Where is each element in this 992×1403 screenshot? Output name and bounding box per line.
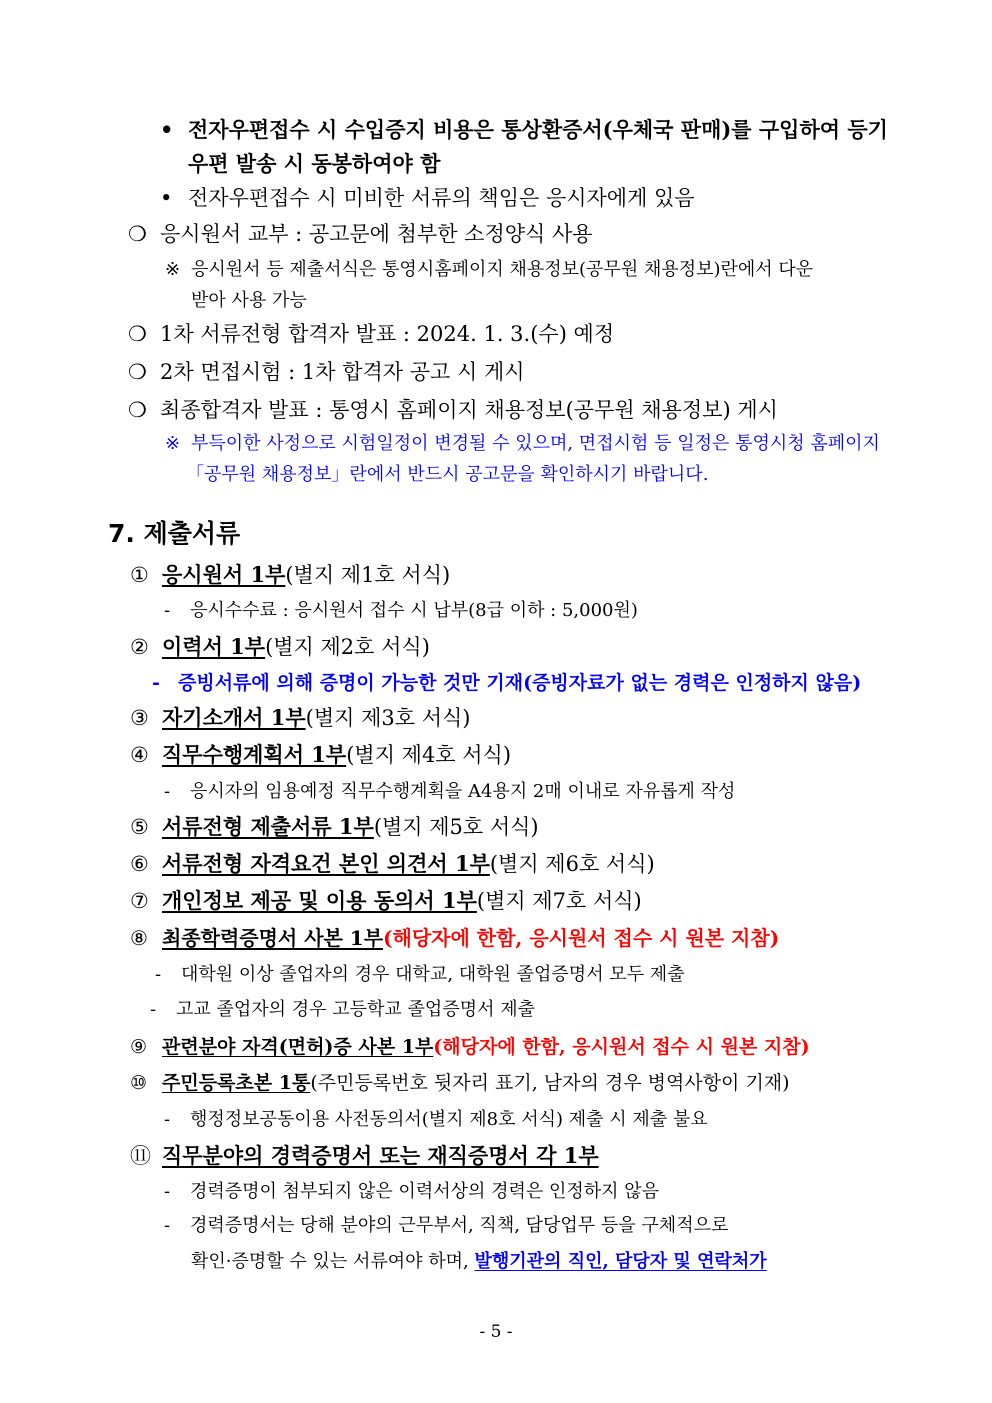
item-title: 직무수행계획서 1부 bbox=[162, 742, 347, 767]
item-note: (별지 제3호 서식) bbox=[305, 706, 471, 730]
item-title: 주민등록초본 1통 bbox=[162, 1072, 311, 1094]
sub-line-cont bbox=[191, 1248, 767, 1276]
dash-icon: - bbox=[152, 672, 160, 694]
doc-item bbox=[130, 887, 642, 915]
bullet-text: 전자우편접수 시 미비한 서류의 책임은 응시자에게 있음 bbox=[188, 186, 695, 210]
item-note: (별지 제2호 서식) bbox=[265, 635, 430, 659]
circle-bullet-icon: ❍ bbox=[128, 360, 147, 384]
item-number: ⑧ bbox=[130, 926, 148, 950]
sub-text: 응시수수료 : 응시원서 접수 시 납부(8급 이하 : 5,000원) bbox=[190, 600, 638, 621]
doc-item bbox=[130, 1033, 810, 1061]
sub-line bbox=[164, 1178, 659, 1206]
sub-line bbox=[164, 778, 735, 806]
bullet-icon: • bbox=[160, 117, 174, 142]
sub-text: 응시자의 임용예정 직무수행계획을 A4용지 2매 이내로 자유롭게 작성 bbox=[190, 781, 736, 802]
sub-text: 경력증명이 첨부되지 않은 이력서상의 경력은 인정하지 않음 bbox=[190, 1181, 660, 1202]
dash-icon: - bbox=[155, 964, 162, 985]
item-number: ⑩ bbox=[130, 1072, 148, 1094]
note-icon: ※ bbox=[165, 259, 181, 280]
bullet-text: 전자우편접수 시 수입증지 비용은 통상환증서(우체국 판매)를 구입하여 등기 bbox=[188, 117, 888, 142]
sub-text: 경력증명서는 당해 분야의 근무부서, 직책, 담당업무 등을 구체적으로 bbox=[190, 1215, 729, 1236]
doc-item bbox=[130, 561, 450, 589]
item-number: ② bbox=[130, 635, 149, 659]
circle-text: 응시원서 교부 : 공고문에 첨부한 소정양식 사용 bbox=[160, 222, 593, 246]
doc-item bbox=[130, 633, 430, 661]
doc-item bbox=[130, 850, 655, 878]
sub-line bbox=[164, 597, 638, 625]
sub-text: 확인·증명할 수 있는 서류여야 하며, bbox=[191, 1251, 475, 1272]
item-note-red: (해당자에 한함, 응시원서 접수 시 원본 지참) bbox=[383, 926, 780, 950]
circle-text: 최종합격자 발표 : 통영시 홈페이지 채용정보(공무원 채용정보) 게시 bbox=[160, 398, 778, 422]
sub-line bbox=[155, 961, 685, 989]
item-number: ⑥ bbox=[130, 852, 149, 876]
item-title: 서류전형 자격요건 본인 의견서 1부 bbox=[162, 851, 490, 876]
item-number: ⑨ bbox=[130, 1036, 148, 1058]
circle-bullet-icon: ❍ bbox=[128, 322, 147, 346]
item-note: (별지 제4호 서식) bbox=[346, 743, 512, 767]
item-number: ⑤ bbox=[130, 815, 149, 839]
sub-line bbox=[152, 669, 861, 697]
circle-bullet-icon: ❍ bbox=[128, 222, 147, 246]
doc-item bbox=[130, 813, 539, 841]
dash-icon: - bbox=[150, 999, 157, 1020]
doc-item bbox=[130, 741, 511, 769]
doc-item bbox=[130, 1069, 790, 1097]
section-heading: 7. 제출서류 bbox=[108, 519, 241, 548]
dash-icon: - bbox=[164, 1109, 171, 1130]
note-icon: ※ bbox=[165, 433, 181, 454]
circle-text: 1차 서류전형 합격자 발표 : 2024. 1. 3.(수) 예정 bbox=[160, 322, 615, 346]
note-line bbox=[165, 256, 900, 284]
item-number: ③ bbox=[130, 706, 149, 730]
bullet-icon: • bbox=[160, 186, 173, 210]
bullet-text-cont: 우편 발송 시 동봉하여야 함 bbox=[188, 151, 441, 176]
item-number: ① bbox=[130, 563, 149, 587]
item-number: ④ bbox=[130, 743, 149, 767]
circle-line bbox=[128, 320, 614, 348]
sub-text: 증빙서류에 의해 증명이 가능한 것만 기재(증빙자료가 없는 경력은 인정하지 않음) bbox=[178, 672, 862, 694]
item-number: ⑦ bbox=[130, 889, 149, 913]
dash-icon: - bbox=[164, 781, 171, 802]
sub-line bbox=[164, 1212, 728, 1240]
sub-text: 대학원 이상 졸업자의 경우 대학교, 대학원 졸업증명서 모두 제출 bbox=[181, 964, 685, 985]
circle-text: 2차 면접시험 : 1차 합격자 공고 시 게시 bbox=[160, 360, 525, 384]
notice-text: 부득이한 사정으로 시험일정이 변경될 수 있으며, 면접시험 등 일정은 통영시청 홈페이지 bbox=[191, 433, 880, 454]
sub-line bbox=[150, 996, 535, 1024]
dash-icon: - bbox=[164, 1215, 171, 1236]
circle-bullet-icon: ❍ bbox=[128, 398, 147, 422]
circle-line bbox=[128, 358, 525, 386]
item-title: 응시원서 1부 bbox=[162, 562, 286, 587]
sub-text: 행정정보공동이용 사전동의서(별지 제8호 서식) 제출 시 제출 불요 bbox=[190, 1109, 708, 1130]
note-text: 응시원서 등 제출서식은 통영시홈페이지 채용정보(공무원 채용정보)란에서 다운 bbox=[191, 259, 814, 280]
item-note: (별지 제5호 서식) bbox=[373, 815, 539, 839]
item-title: 관련분야 자격(면허)증 사본 1부 bbox=[162, 1036, 434, 1058]
sub-text: 고교 졸업자의 경우 고등학교 졸업증명서 제출 bbox=[176, 999, 535, 1020]
item-title: 이력서 1부 bbox=[162, 634, 266, 659]
item-note: (별지 제6호 서식) bbox=[489, 852, 655, 876]
issuer-requirement-text: 발행기관의 직인, 담당자 및 연락처가 bbox=[474, 1251, 767, 1272]
item-title: 자기소개서 1부 bbox=[162, 705, 306, 730]
item-note-red: (해당자에 한함, 응시원서 접수 시 원본 지참) bbox=[433, 1036, 810, 1058]
sub-line bbox=[164, 1106, 708, 1134]
notice-text-cont: 「공무원 채용정보」란에서 반드시 공고문을 확인하시기 바랍니다. bbox=[186, 464, 709, 485]
doc-item bbox=[130, 1142, 599, 1170]
item-note: (주민등록번호 뒷자리 표기, 남자의 경우 병역사항이 기재) bbox=[310, 1072, 790, 1094]
dash-icon: - bbox=[164, 1181, 171, 1202]
item-note: (별지 제1호 서식) bbox=[285, 563, 451, 587]
note-text-cont: 받아 사용 가능 bbox=[191, 290, 307, 311]
item-title: 직무분야의 경력증명서 또는 재직증명서 각 1부 bbox=[162, 1143, 599, 1168]
circle-line bbox=[128, 396, 778, 424]
notice-line bbox=[165, 430, 880, 458]
item-title: 개인정보 제공 및 이용 동의서 1부 bbox=[162, 888, 477, 913]
item-title: 최종학력증명서 사본 1부 bbox=[162, 926, 384, 950]
doc-item bbox=[130, 704, 470, 732]
bullet-line bbox=[160, 184, 695, 212]
item-title: 서류전형 제출서류 1부 bbox=[162, 814, 374, 839]
bullet-line bbox=[160, 116, 900, 144]
page-number: - 5 - bbox=[479, 1322, 513, 1342]
item-note: (별지 제7호 서식) bbox=[476, 889, 642, 913]
item-number: ⑪ bbox=[130, 1144, 151, 1168]
dash-icon: - bbox=[164, 600, 171, 621]
circle-line bbox=[128, 220, 593, 248]
doc-item bbox=[130, 924, 779, 952]
